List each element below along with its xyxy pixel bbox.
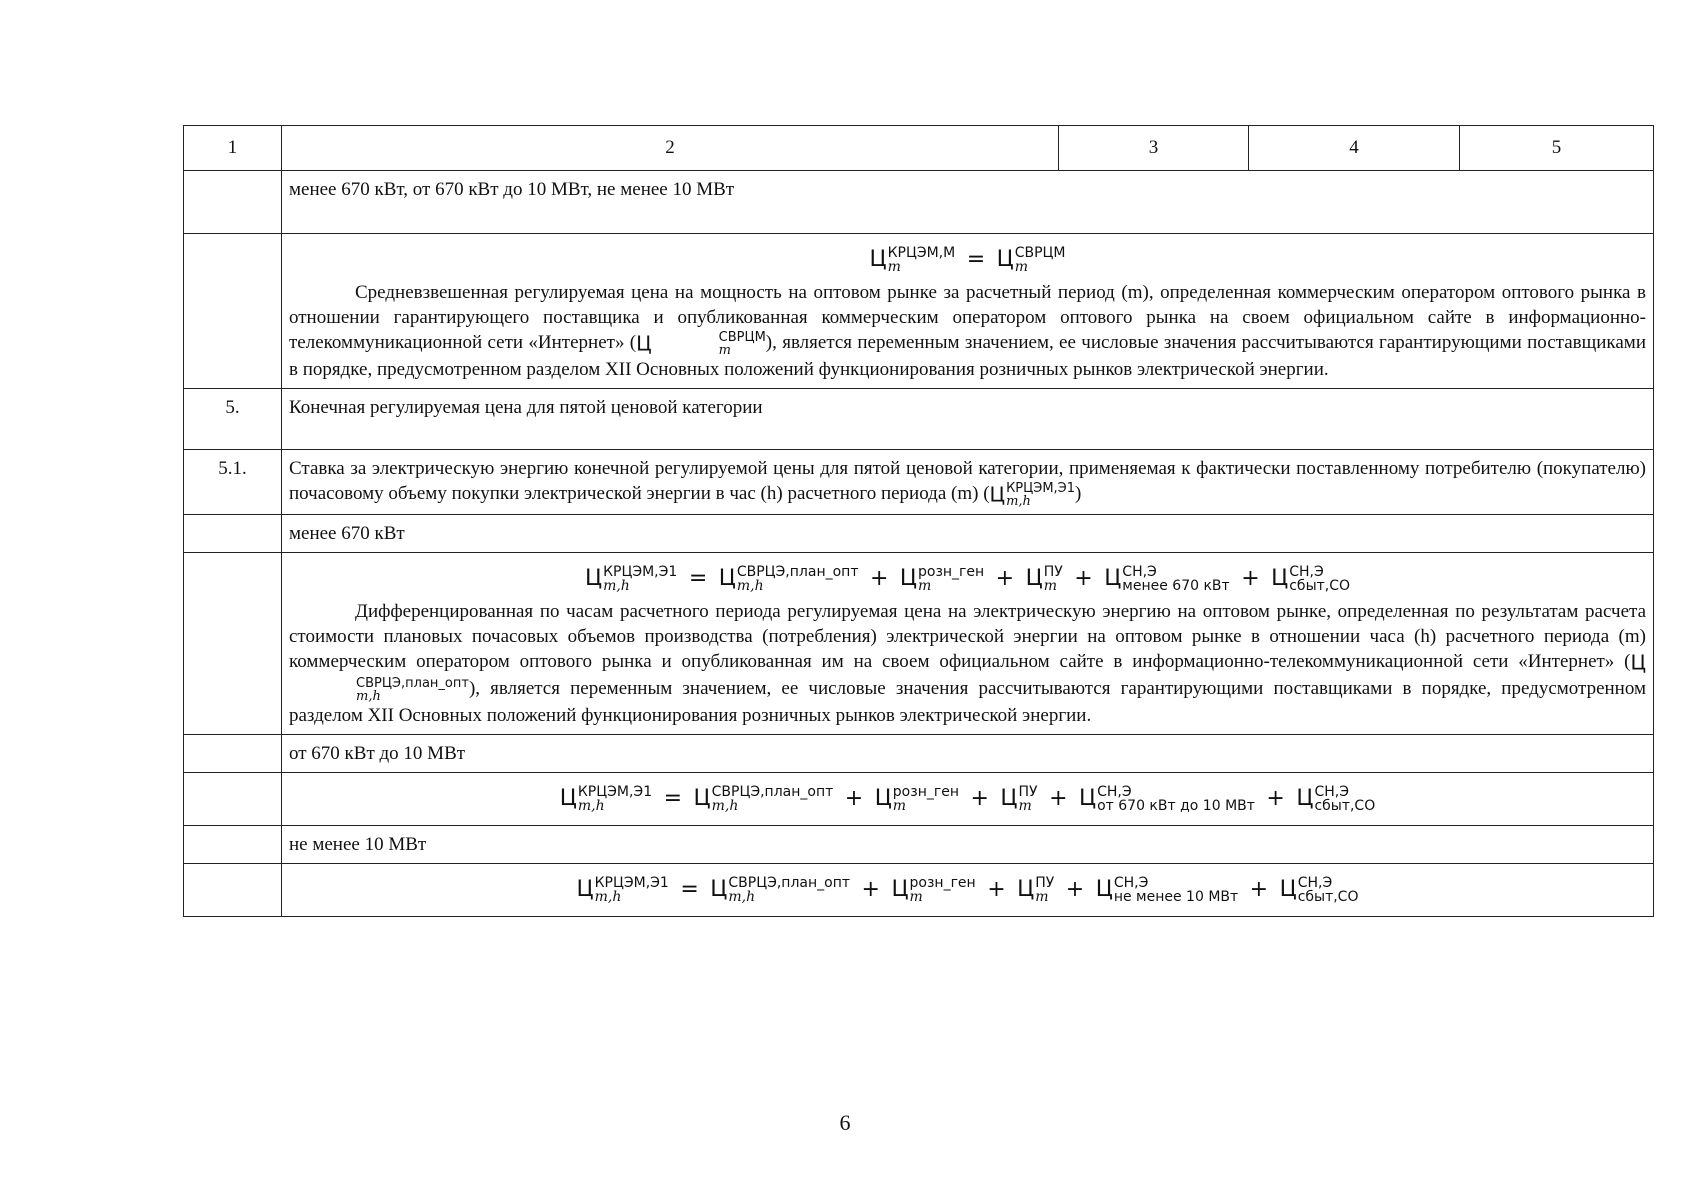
capacity-range-label: менее 670 кВт	[289, 522, 405, 544]
formula-subscript: m	[892, 797, 907, 814]
page-number: 6	[839, 1110, 851, 1135]
table-row	[184, 863, 1654, 916]
row-number-cell	[184, 734, 282, 772]
formula-subscript: m,h	[736, 578, 764, 595]
row-number-cell	[184, 825, 282, 863]
text-fragment: Дифференцированная по часам расчетного периода регулируемая цена на электрическую энергию на оптовом рынке, определенная по результатам расчета стоимости плановых почасовых объемов производства (потребления) электрической энергии на оптовом рынке в отношении часа (h) расчетного периода (m) коммерческим оператором оптового рынка и опубликованная им на своем официальном сайте в информационно-телекоммуникационной сети «Интернет» (	[289, 601, 1646, 673]
formula-subscript: m,h	[356, 688, 381, 704]
row-number-cell	[184, 772, 282, 825]
equals-sign: =	[966, 247, 986, 272]
formula-subscript: m,h	[577, 797, 605, 814]
formula-superscript: СН,Э	[1314, 783, 1349, 800]
header-col-3: 3	[1059, 126, 1249, 171]
plus-sign: +	[1266, 785, 1285, 811]
price-symbol: Ц	[874, 785, 892, 811]
price-symbol: Ц	[1000, 785, 1018, 811]
plus-sign: +	[1049, 785, 1068, 811]
row-number-cell	[184, 171, 282, 234]
row-text-cell	[282, 863, 1654, 916]
row-number-cell	[184, 863, 282, 916]
row-text-cell	[282, 772, 1654, 825]
plus-sign: +	[861, 876, 880, 902]
capacity-price-description	[289, 280, 1646, 382]
header-col-2: 2	[282, 126, 1059, 171]
formula-superscript: ПУ	[1018, 783, 1038, 800]
price-table	[183, 125, 1654, 917]
price-symbol: Ц	[899, 566, 917, 592]
section-title: Конечная регулируемая цена для пятой ценовой категории	[289, 397, 763, 419]
price-symbol: Ц	[869, 247, 887, 272]
price-symbol: Ц	[1079, 785, 1097, 811]
row-number-cell: 5.	[184, 389, 282, 450]
header-col-4: 4	[1249, 126, 1460, 171]
header-col-5: 5	[1460, 126, 1654, 171]
plus-sign: +	[970, 785, 989, 811]
formula-superscript: СН,Э	[1289, 564, 1324, 581]
formula-superscript: розн_ген	[909, 874, 976, 891]
formula-superscript: СВРЦМ	[1014, 245, 1066, 261]
formula-subscript: m,h	[594, 888, 622, 905]
table-row	[184, 171, 1654, 234]
table-row	[184, 234, 1654, 389]
plus-sign: +	[987, 876, 1006, 902]
capacity-range-label: не менее 10 МВт	[289, 833, 427, 855]
formula-subscript: m	[909, 888, 923, 905]
row-text-cell	[282, 734, 1654, 772]
table-row	[184, 825, 1654, 863]
formula-subscript: сбыт,СО	[1289, 578, 1351, 595]
row-number-cell	[184, 553, 282, 735]
formula-670kw-to-10mw	[289, 785, 1646, 813]
energy-rate-description	[289, 456, 1646, 508]
table-row	[184, 734, 1654, 772]
formula-subscript: от 670 кВт до 10 МВт	[1097, 797, 1255, 814]
formula-subscript: m	[887, 259, 901, 275]
header-row	[184, 126, 1654, 171]
price-symbol: Ц	[1630, 650, 1646, 675]
row-text-cell	[282, 171, 1654, 234]
plus-sign: +	[1241, 566, 1260, 592]
formula-subscript: сбыт,СО	[1297, 888, 1359, 905]
formula-subscript: m	[1014, 259, 1029, 275]
table-row	[184, 450, 1654, 515]
row-text-cell	[282, 825, 1654, 863]
formula-superscript: СВРЦЭ,план_опт	[736, 564, 859, 581]
price-symbol: Ц	[1296, 785, 1314, 811]
text-fragment: Ставка за электрическую энергию конечной регулируемой цены для пятой ценовой категории, применяемая к фактически поставленному потребителю (покупателю) почасовому объему покупки электрической энергии в час (h) расчетного периода (m) (	[289, 458, 1646, 505]
formula-superscript: КРЦЭМ,Э1	[603, 564, 678, 581]
differentiated-price-description	[289, 599, 1646, 728]
price-symbol: Ц	[584, 566, 603, 592]
formula-superscript: КРЦЭМ,Э1	[594, 874, 669, 891]
price-symbol: Ц	[891, 876, 909, 902]
price-symbol: Ц	[718, 566, 736, 592]
text-fragment: ), является переменным значением, ее числовые значения рассчитываются гарантирующими поставщиками в порядке, предусмотренном разделом XII Основных положений функционирования розничных рынков электрической энергии.	[289, 678, 1646, 726]
price-symbol: Ц	[1279, 876, 1297, 902]
capacity-price-formula	[289, 246, 1646, 274]
row-text-cell	[282, 389, 1654, 450]
price-symbol: Ц	[996, 247, 1014, 272]
formula-superscript: СВРЦЭ,план_опт	[711, 783, 834, 800]
price-symbol: Ц	[1104, 566, 1122, 592]
formula-over-10mw	[289, 876, 1646, 904]
row-number-cell	[184, 234, 282, 389]
capacity-ranges-text: менее 670 кВт, от 670 кВт до 10 МВт, не менее 10 МВт	[289, 179, 735, 200]
equals-sign: =	[663, 785, 683, 811]
formula-subscript: m	[918, 578, 932, 595]
formula-superscript: КРЦЭМ,Э1	[1006, 480, 1076, 496]
formula-subscript: сбыт,СО	[1314, 797, 1376, 814]
row-number-cell: 5.1.	[184, 450, 282, 515]
price-symbol: Ц	[693, 785, 711, 811]
formula-subscript: m,h	[603, 578, 630, 595]
formula-superscript: СВРЦЭ,план_опт	[728, 874, 850, 891]
formula-superscript: СВРЦЭ,план_опт	[356, 675, 469, 691]
formula-subscript: не менее 10 МВт	[1113, 888, 1239, 905]
row-text-cell	[282, 450, 1654, 515]
equals-sign: =	[680, 876, 699, 902]
plus-sign: +	[844, 785, 864, 811]
plus-sign: +	[995, 566, 1015, 592]
formula-subscript: m	[1018, 797, 1032, 814]
price-symbol: Ц	[576, 876, 594, 902]
formula-superscript: СН,Э	[1122, 564, 1157, 581]
row-text-cell	[282, 234, 1654, 389]
formula-superscript: СВРЦМ	[718, 329, 766, 345]
formula-superscript: СН,Э	[1097, 783, 1132, 800]
text-fragment: )	[1075, 483, 1082, 505]
price-symbol: Ц	[1095, 876, 1113, 902]
price-symbol: Ц	[559, 785, 577, 811]
plus-sign: +	[1074, 566, 1093, 592]
formula-subscript: m,h	[728, 888, 756, 905]
table-row	[184, 389, 1654, 450]
formula-superscript: розн_ген	[892, 783, 959, 800]
header-col-1: 1	[184, 126, 282, 171]
plus-sign: +	[1065, 876, 1085, 902]
formula-under-670kw	[289, 565, 1646, 593]
formula-superscript: КРЦЭМ,Э1	[577, 783, 653, 800]
formula-subscript: m,h	[711, 797, 739, 814]
formula-subscript: менее 670 кВт	[1122, 578, 1230, 595]
row-number-cell	[184, 514, 282, 552]
table-row	[184, 514, 1654, 552]
price-symbol: Ц	[636, 331, 652, 356]
text-fragment: ), является переменным значением, ее числовые значения рассчитываются гарантирующими поставщиками в порядке, предусмотренном разделом XII Основных положений функционирования розничных рынков электрической энергии.	[289, 332, 1646, 380]
formula-superscript: ПУ	[1043, 564, 1063, 581]
row-text-cell	[282, 553, 1654, 735]
formula-superscript: СН,Э	[1113, 874, 1149, 891]
table-row	[184, 553, 1654, 735]
formula-subscript: m	[718, 342, 731, 358]
row-text-cell	[282, 514, 1654, 552]
plus-sign: +	[869, 566, 889, 592]
price-symbol: Ц	[710, 876, 728, 902]
equals-sign: =	[688, 566, 708, 592]
plus-sign: +	[1249, 876, 1269, 902]
price-symbol: Ц	[989, 482, 1006, 507]
text-fragment: Средневзвешенная регулируемая цена на мощность на оптовом рынке за расчетный период (m), определенная коммерческим оператором оптового рынка в отношении гарантирующего поставщика и опубликованная коммерческим оператором оптового рынка на своем официальном сайте в информационно-телекоммуникационной сети «Интернет» (	[289, 282, 1646, 354]
capacity-range-label: от 670 кВт до 10 МВт	[289, 742, 466, 764]
price-symbol: Ц	[1271, 566, 1289, 592]
formula-subscript: m	[1035, 888, 1049, 905]
formula-superscript: розн_ген	[918, 564, 985, 581]
formula-superscript: ПУ	[1035, 874, 1055, 891]
price-symbol: Ц	[1017, 876, 1035, 902]
formula-superscript: КРЦЭМ,М	[887, 245, 956, 261]
price-symbol: Ц	[1025, 566, 1043, 592]
formula-superscript: СН,Э	[1297, 874, 1333, 891]
formula-subscript: m	[1043, 578, 1057, 595]
formula-subscript: m,h	[1006, 493, 1031, 509]
table-row	[184, 772, 1654, 825]
